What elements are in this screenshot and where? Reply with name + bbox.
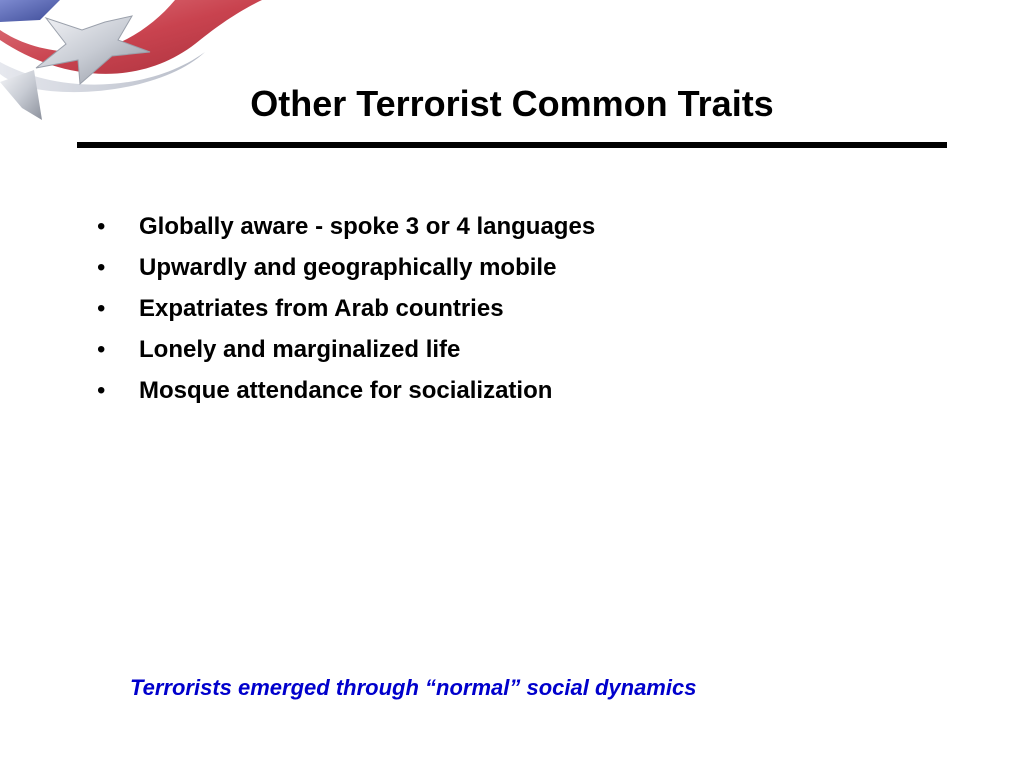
- bullet-text: Upwardly and geographically mobile: [139, 254, 557, 281]
- bullet-item: [97, 329, 595, 370]
- bullet-text: Globally aware - spoke 3 or 4 languages: [139, 213, 596, 240]
- bullet-glyph: •: [97, 254, 106, 281]
- bullet-text: Mosque attendance for socialization: [139, 377, 553, 404]
- title-underline-rule: [77, 142, 947, 148]
- slide-title: Other Terrorist Common Traits: [250, 83, 774, 124]
- bullet-text: Expatriates from Arab countries: [139, 295, 504, 322]
- bullet-list: [97, 206, 595, 411]
- bullet-glyph: •: [97, 295, 106, 322]
- bullet-item: [97, 206, 595, 247]
- bullet-glyph: •: [97, 377, 106, 404]
- bullet-item: [97, 288, 595, 329]
- bullet-glyph: •: [97, 336, 106, 363]
- bullet-text: Lonely and marginalized life: [139, 336, 461, 363]
- bullet-item: [97, 247, 595, 288]
- bullet-item: [97, 370, 595, 411]
- footer-note: Terrorists emerged through “normal” social dynamics: [130, 675, 697, 700]
- bullet-glyph: •: [97, 213, 106, 240]
